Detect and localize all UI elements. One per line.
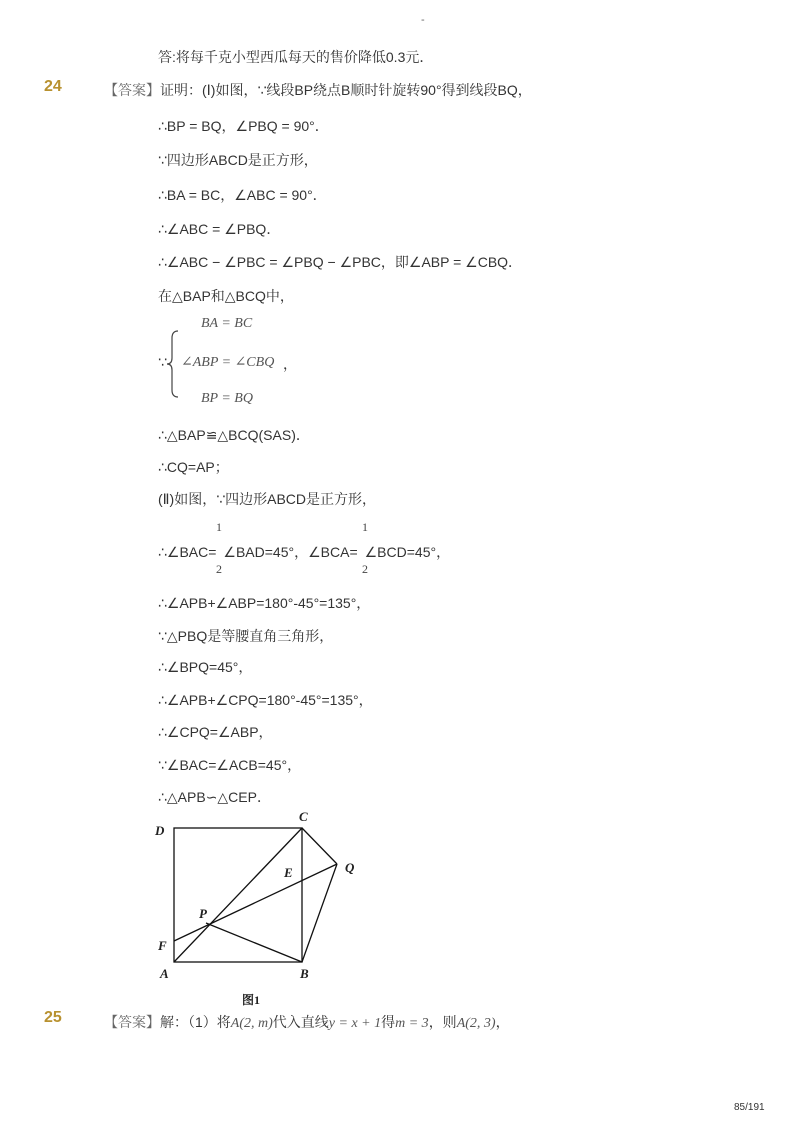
proof-line-6: 在△BAP和△BCQ中，: [158, 288, 294, 304]
label-d: D: [155, 823, 165, 838]
proof-line-11: ∵△PBQ是等腰直角三角形，: [158, 628, 334, 644]
answer-tag: 【答案】: [104, 1014, 160, 1030]
fraction-line-part-b: ∠BAD=45°，∠BCA=: [223, 544, 358, 560]
label-c: C: [299, 809, 308, 824]
segment-pb: [206, 923, 302, 962]
q25-text-d: ，则: [428, 1014, 457, 1030]
geometry-figure: [150, 808, 370, 988]
answer-tag: 【答案】: [104, 82, 160, 98]
question-25-number: 25: [44, 1009, 62, 1026]
line-fq: [174, 864, 337, 941]
fraction-1-numerator: 1: [216, 520, 222, 534]
segment-cq: [302, 828, 337, 864]
q25-math-point: A(2, m): [230, 1016, 273, 1031]
system-suffix: ，: [283, 356, 297, 372]
question-24-number: 24: [44, 78, 62, 95]
question-24-heading: [104, 80, 532, 100]
label-p: P: [199, 906, 207, 921]
q25-math-line: y = x + 1: [328, 1016, 382, 1031]
q25-text-a: 解：（1）将: [160, 1014, 231, 1030]
q25-text-e: ，: [495, 1014, 510, 1030]
proof-line-7: ∴△BAP≌△BCQ(SAS)．: [158, 427, 310, 443]
system-brace: [166, 330, 180, 398]
proof-line-2: ∵四边形ABCD是正方形，: [158, 152, 318, 168]
top-answer: 答:将每千克小型西瓜每天的售价降低0.3元．: [158, 49, 434, 65]
system-prefix: ∵: [158, 354, 167, 370]
q25-math-m: m = 3: [395, 1016, 429, 1031]
question-25-line: [104, 1012, 510, 1032]
label-f: F: [158, 938, 167, 953]
header-mark: -: [421, 14, 425, 26]
proof-line-8: ∴CQ=AP；: [158, 459, 229, 475]
figure-caption: 图1: [242, 993, 261, 1007]
page-number: 85/191: [734, 1102, 765, 1113]
label-a: A: [160, 966, 169, 981]
proof-line-9: (Ⅱ)如图，∵四边形ABCD是正方形，: [158, 491, 377, 507]
proof-line-12: ∴∠BPQ=45°，: [158, 659, 253, 675]
proof-line-1: ∴BP = BQ，∠PBQ = 90°．: [158, 118, 329, 134]
q25-text-b: 代入直线: [272, 1014, 329, 1030]
fraction-2-numerator: 1: [362, 520, 368, 534]
proof-line-10: ∴∠APB+∠ABP=180°-45°=135°，: [158, 595, 371, 611]
diagonal-ac: [174, 828, 302, 962]
proof-line-16: ∴△APB∽△CEP．: [158, 789, 271, 805]
fraction-line: [158, 542, 450, 562]
system-eq-3: BP = BQ: [201, 391, 253, 406]
proof-line-5: ∴∠ABC − ∠PBC = ∠PBQ − ∠PBC，即∠ABP = ∠CBQ．: [158, 254, 523, 270]
label-q: Q: [345, 860, 355, 875]
fraction-line-part-c: ∠BCD=45°，: [364, 544, 451, 560]
proof-line-14: ∴∠CPQ=∠ABP，: [158, 724, 273, 740]
system-eq-1: BA = BC: [201, 316, 253, 331]
q25-text-c: 得: [381, 1014, 396, 1030]
label-e: E: [284, 865, 293, 880]
fraction-line-part-a: ∴∠BAC=: [158, 544, 217, 560]
fraction-1-denominator: 2: [216, 562, 222, 576]
q25-math-result: A(2, 3): [456, 1016, 496, 1031]
label-b: B: [300, 966, 309, 981]
proof-line-4: ∴∠ABC = ∠PBQ．: [158, 221, 281, 237]
proof-line-15: ∵∠BAC=∠ACB=45°，: [158, 757, 302, 773]
question-24-intro: 证明：(Ⅰ)如图，∵线段BP绕点B顺时针旋转90°得到线段BQ，: [160, 82, 532, 98]
system-eq-2: ∠ABP = ∠CBQ: [181, 355, 275, 370]
fraction-2-denominator: 2: [362, 562, 368, 576]
proof-line-3: ∴BA = BC，∠ABC = 90°．: [158, 187, 327, 203]
proof-line-13: ∴∠APB+∠CPQ=180°-45°=135°，: [158, 692, 373, 708]
